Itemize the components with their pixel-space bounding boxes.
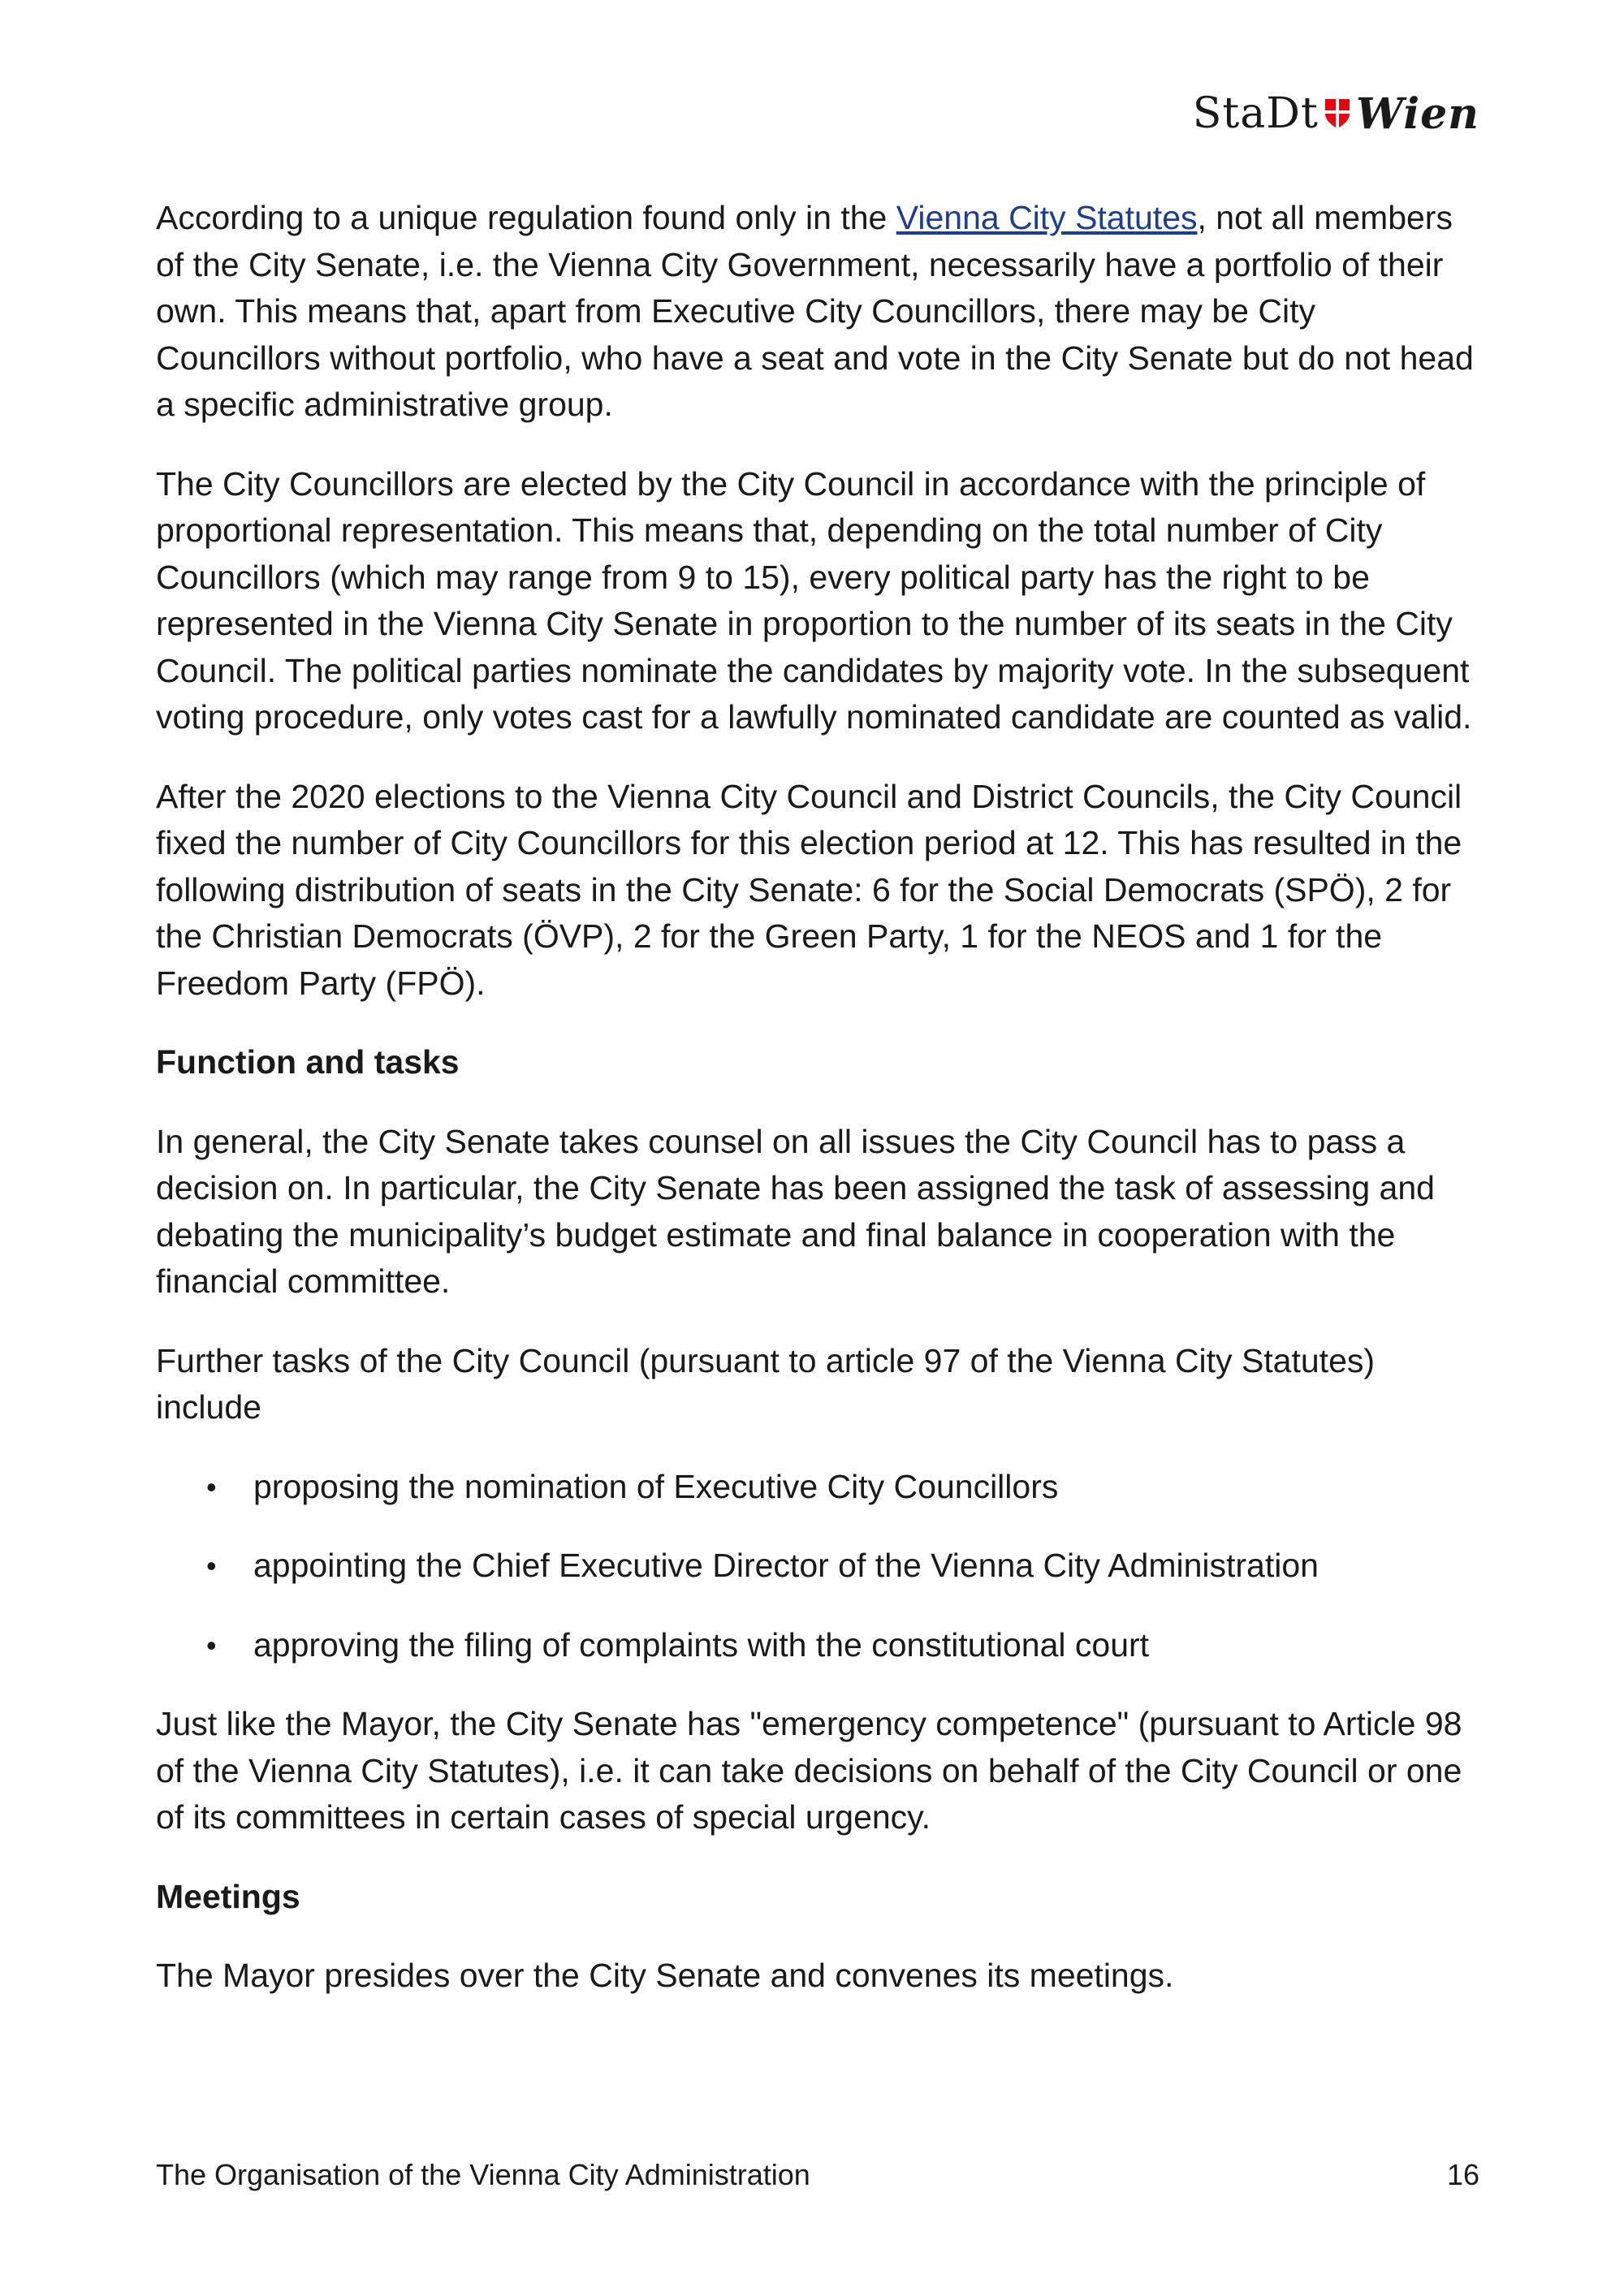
paragraph-2020-elections: After the 2020 elections to the Vienna City Council and District Councils, the City Council fixed the number of City Councillors for this election period at 12. This has resulted in the following distribution of seats in the City Senate: 6 for the Social Democrats (SPÖ), 2 for the Christian Democrats (ÖVP), 2 for the Green Party, 1 for the NEOS and 1 for the Freedom Party (FPÖ).	[156, 777, 1462, 1002]
vienna-shield-icon	[1324, 97, 1351, 130]
bullet-icon: •	[206, 1628, 217, 1662]
vienna-city-statutes-link[interactable]: Vienna City Statutes	[896, 199, 1198, 236]
bullet-icon: •	[206, 1549, 217, 1582]
list-item-text: appointing the Chief Executive Director of the Vienna City Administration	[253, 1547, 1319, 1584]
paragraph-election-of-councillors: The City Councillors are elected by the City Council in accordance with the principle of proportional representation. This means that, depending on the total number of City Councillors (which may range from 9 to 15), every political party has the right to be represented in the Vienna City Senate in proportion to the number of its seats in the City Council. The political parties nominate the candidates by majority vote. In the subsequent voting procedure, only votes cast for a lawfully nominated candidate are counted as valid.	[156, 464, 1472, 736]
list-item-text: approving the filing of complaints with the constitutional court	[253, 1625, 1150, 1664]
paragraph-unique-regulation	[156, 195, 1479, 429]
paragraph-further-tasks: Further tasks of the City Council (pursuant to article 97 of the Vienna City Statutes) include	[156, 1341, 1376, 1426]
list-item	[156, 1622, 1479, 1669]
page-number: 16	[1446, 2158, 1479, 2191]
bullet-icon: •	[206, 1470, 217, 1504]
tasks-list	[156, 1464, 1479, 1669]
paragraph-emergency-competence: Just like the Mayor, the City Senate has "emergency competence" (pursuant to Article 98 of the Vienna City Statutes), i.e. it can take decisions on behalf of the City Council or one of its committees in certain cases of special urgency.	[156, 1705, 1462, 1836]
stadt-wien-logo	[1193, 88, 1479, 140]
heading-function-and-tasks: Function and tasks	[156, 1043, 460, 1081]
list-item	[156, 1543, 1479, 1590]
footer-document-title: The Organisation of the Vienna City Administration	[156, 2158, 810, 2191]
heading-meetings: Meetings	[156, 1877, 300, 1915]
paragraph-mayor-presides: The Mayor presides over the City Senate and convenes its meetings.	[156, 1957, 1174, 1994]
list-item-text: proposing the nomination of Executive City Councillors	[253, 1467, 1059, 1505]
logo-stadt-text: StaDt	[1192, 89, 1319, 138]
logo-wien-text: Wien	[1355, 88, 1479, 139]
document-body	[156, 195, 1479, 2032]
paragraph-general-counsel: In general, the City Senate takes counsel on all issues the City Council has to pass a decision on. In particular, the City Senate has been assigned the task of assessing and debating the municipality’s budget estimate and final balance in cooperation with the financial committee.	[156, 1122, 1435, 1300]
paragraph-1-start: According to a unique regulation found only in the	[156, 199, 896, 236]
paragraph-1-end: , not all members of the City Senate, i.e. the Vienna City Government, necessarily have a portfolio of their own. This means that, apart from Executive City Councillors, there may be City Councillors without portfolio, who have a seat and vote in the City Senate but do not head a specific administrative group.	[156, 199, 1474, 423]
page-footer	[156, 2158, 1479, 2192]
list-item	[156, 1464, 1479, 1511]
